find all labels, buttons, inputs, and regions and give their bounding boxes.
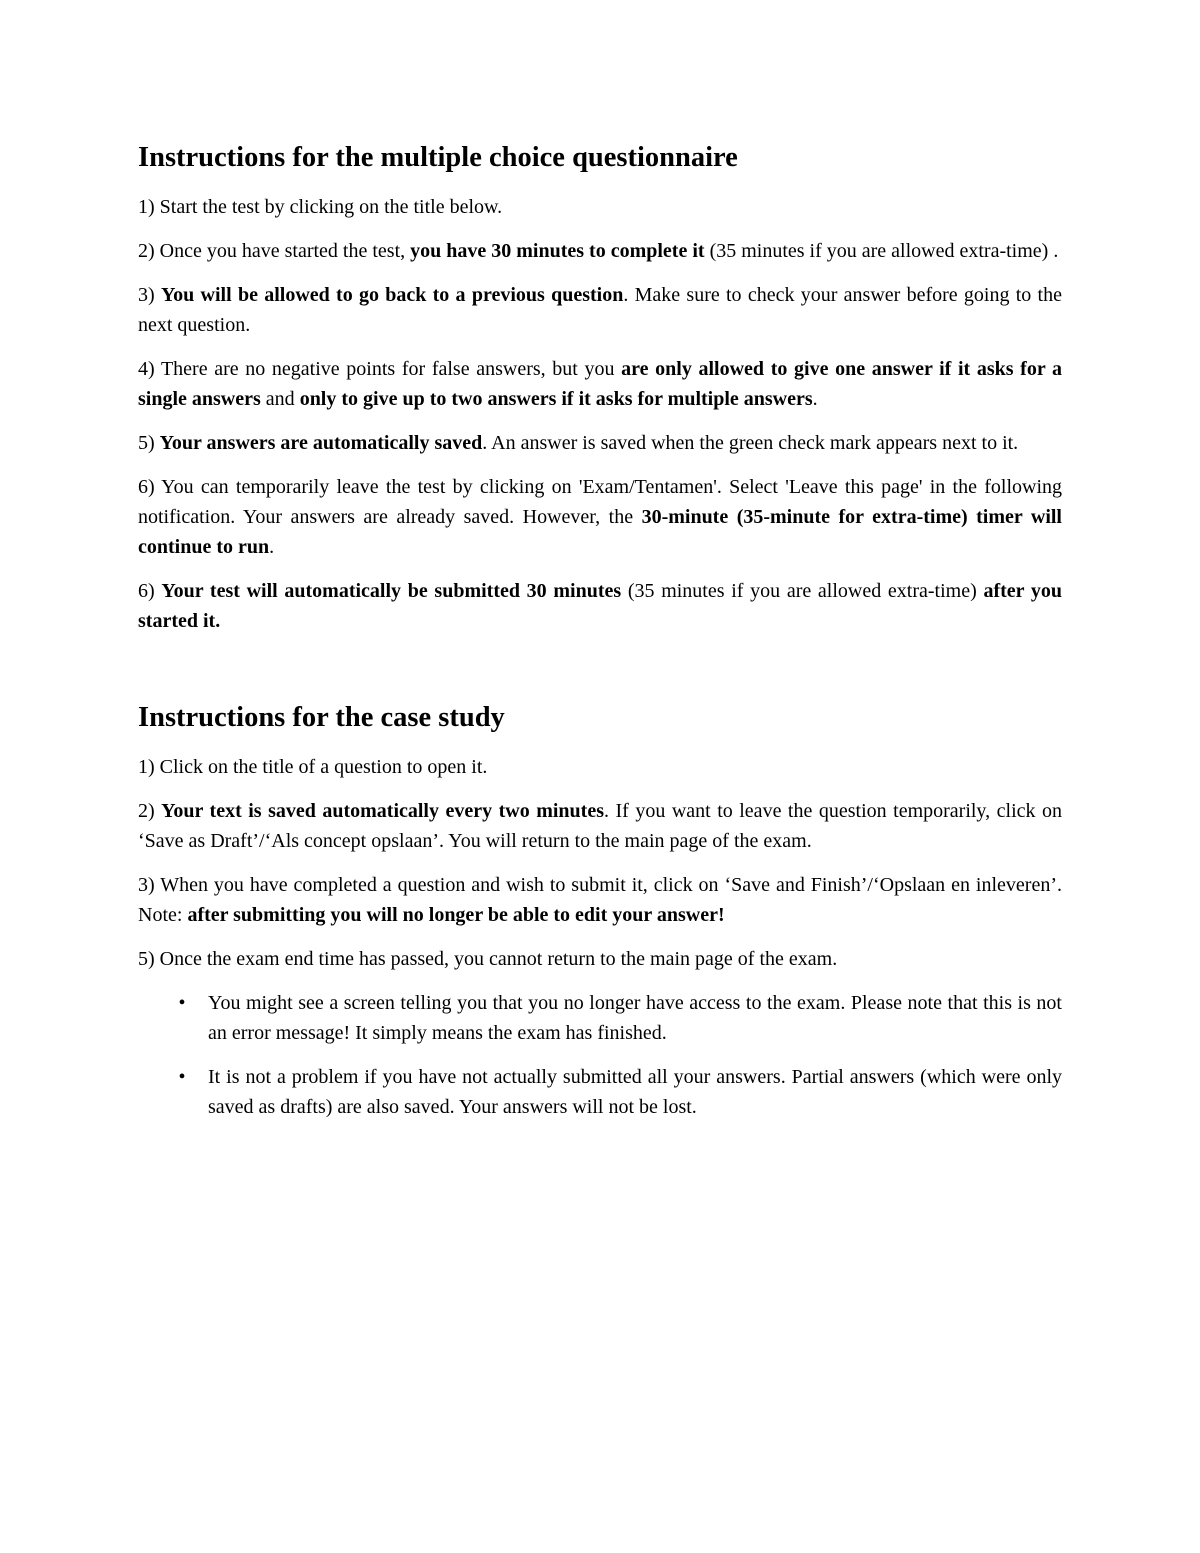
mcq-item-2: 2) Once you have started the test, you have 30 minutes to complete it (35 minutes if you are allowed extra-time) . (138, 240, 1059, 262)
bullet-icon: • (178, 1066, 186, 1088)
document-page (138, 118, 1062, 1136)
case-bullet-list (138, 988, 1062, 1122)
mcq-heading: Instructions for the multiple choice questionnaire (138, 142, 738, 173)
bullet-icon: • (178, 992, 186, 1014)
mcq-item-4: 4) There are no negative points for false answers, but you are only allowed to give one answer if it asks for a single answers and only to give up to two answers if it asks for multiple answers. (138, 358, 1062, 410)
case-item-5: 5) Once the exam end time has passed, you cannot return to the main page of the exam. (138, 948, 838, 970)
case-item-3: 3) When you have completed a question and wish to submit it, click on ‘Save and Finish’/‘Opslaan en inleveren’. Note: after submitting you will no longer be able to edit your answer! (138, 874, 1062, 926)
case-item-2: 2) Your text is saved automatically every two minutes. If you want to leave the question temporarily, click on ‘Save as Draft’/‘Als concept opslaan’. You will return to the main page of the exam. (138, 800, 1062, 852)
mcq-item-5: 5) Your answers are automatically saved. An answer is saved when the green check mark appears next to it. (138, 432, 1019, 454)
case-heading: Instructions for the case study (138, 702, 505, 733)
list-item: • It is not a problem if you have not actually submitted all your answers. Partial answers (which were only saved as drafts) are also saved. Your answers will not be lost. (208, 1062, 1062, 1122)
mcq-item-7: 6) Your test will automatically be submitted 30 minutes (35 minutes if you are allowed extra-time) after you started it. (138, 580, 1062, 632)
mcq-item-3: 3) You will be allowed to go back to a previous question. Make sure to check your answer before going to the next question. (138, 284, 1062, 336)
mcq-item-6: 6) You can temporarily leave the test by clicking on 'Exam/Tentamen'. Select 'Leave this page' in the following notification. Your answers are already saved. However, the 30-minute (35-minute for extra-time) timer will continue to run. (138, 476, 1062, 558)
case-item-1: 1) Click on the title of a question to open it. (138, 756, 488, 778)
list-item: • You might see a screen telling you that you no longer have access to the exam. Please note that this is not an error message! It simply means the exam has finished. (208, 988, 1062, 1048)
mcq-item-1: 1) Start the test by clicking on the title below. (138, 196, 503, 218)
